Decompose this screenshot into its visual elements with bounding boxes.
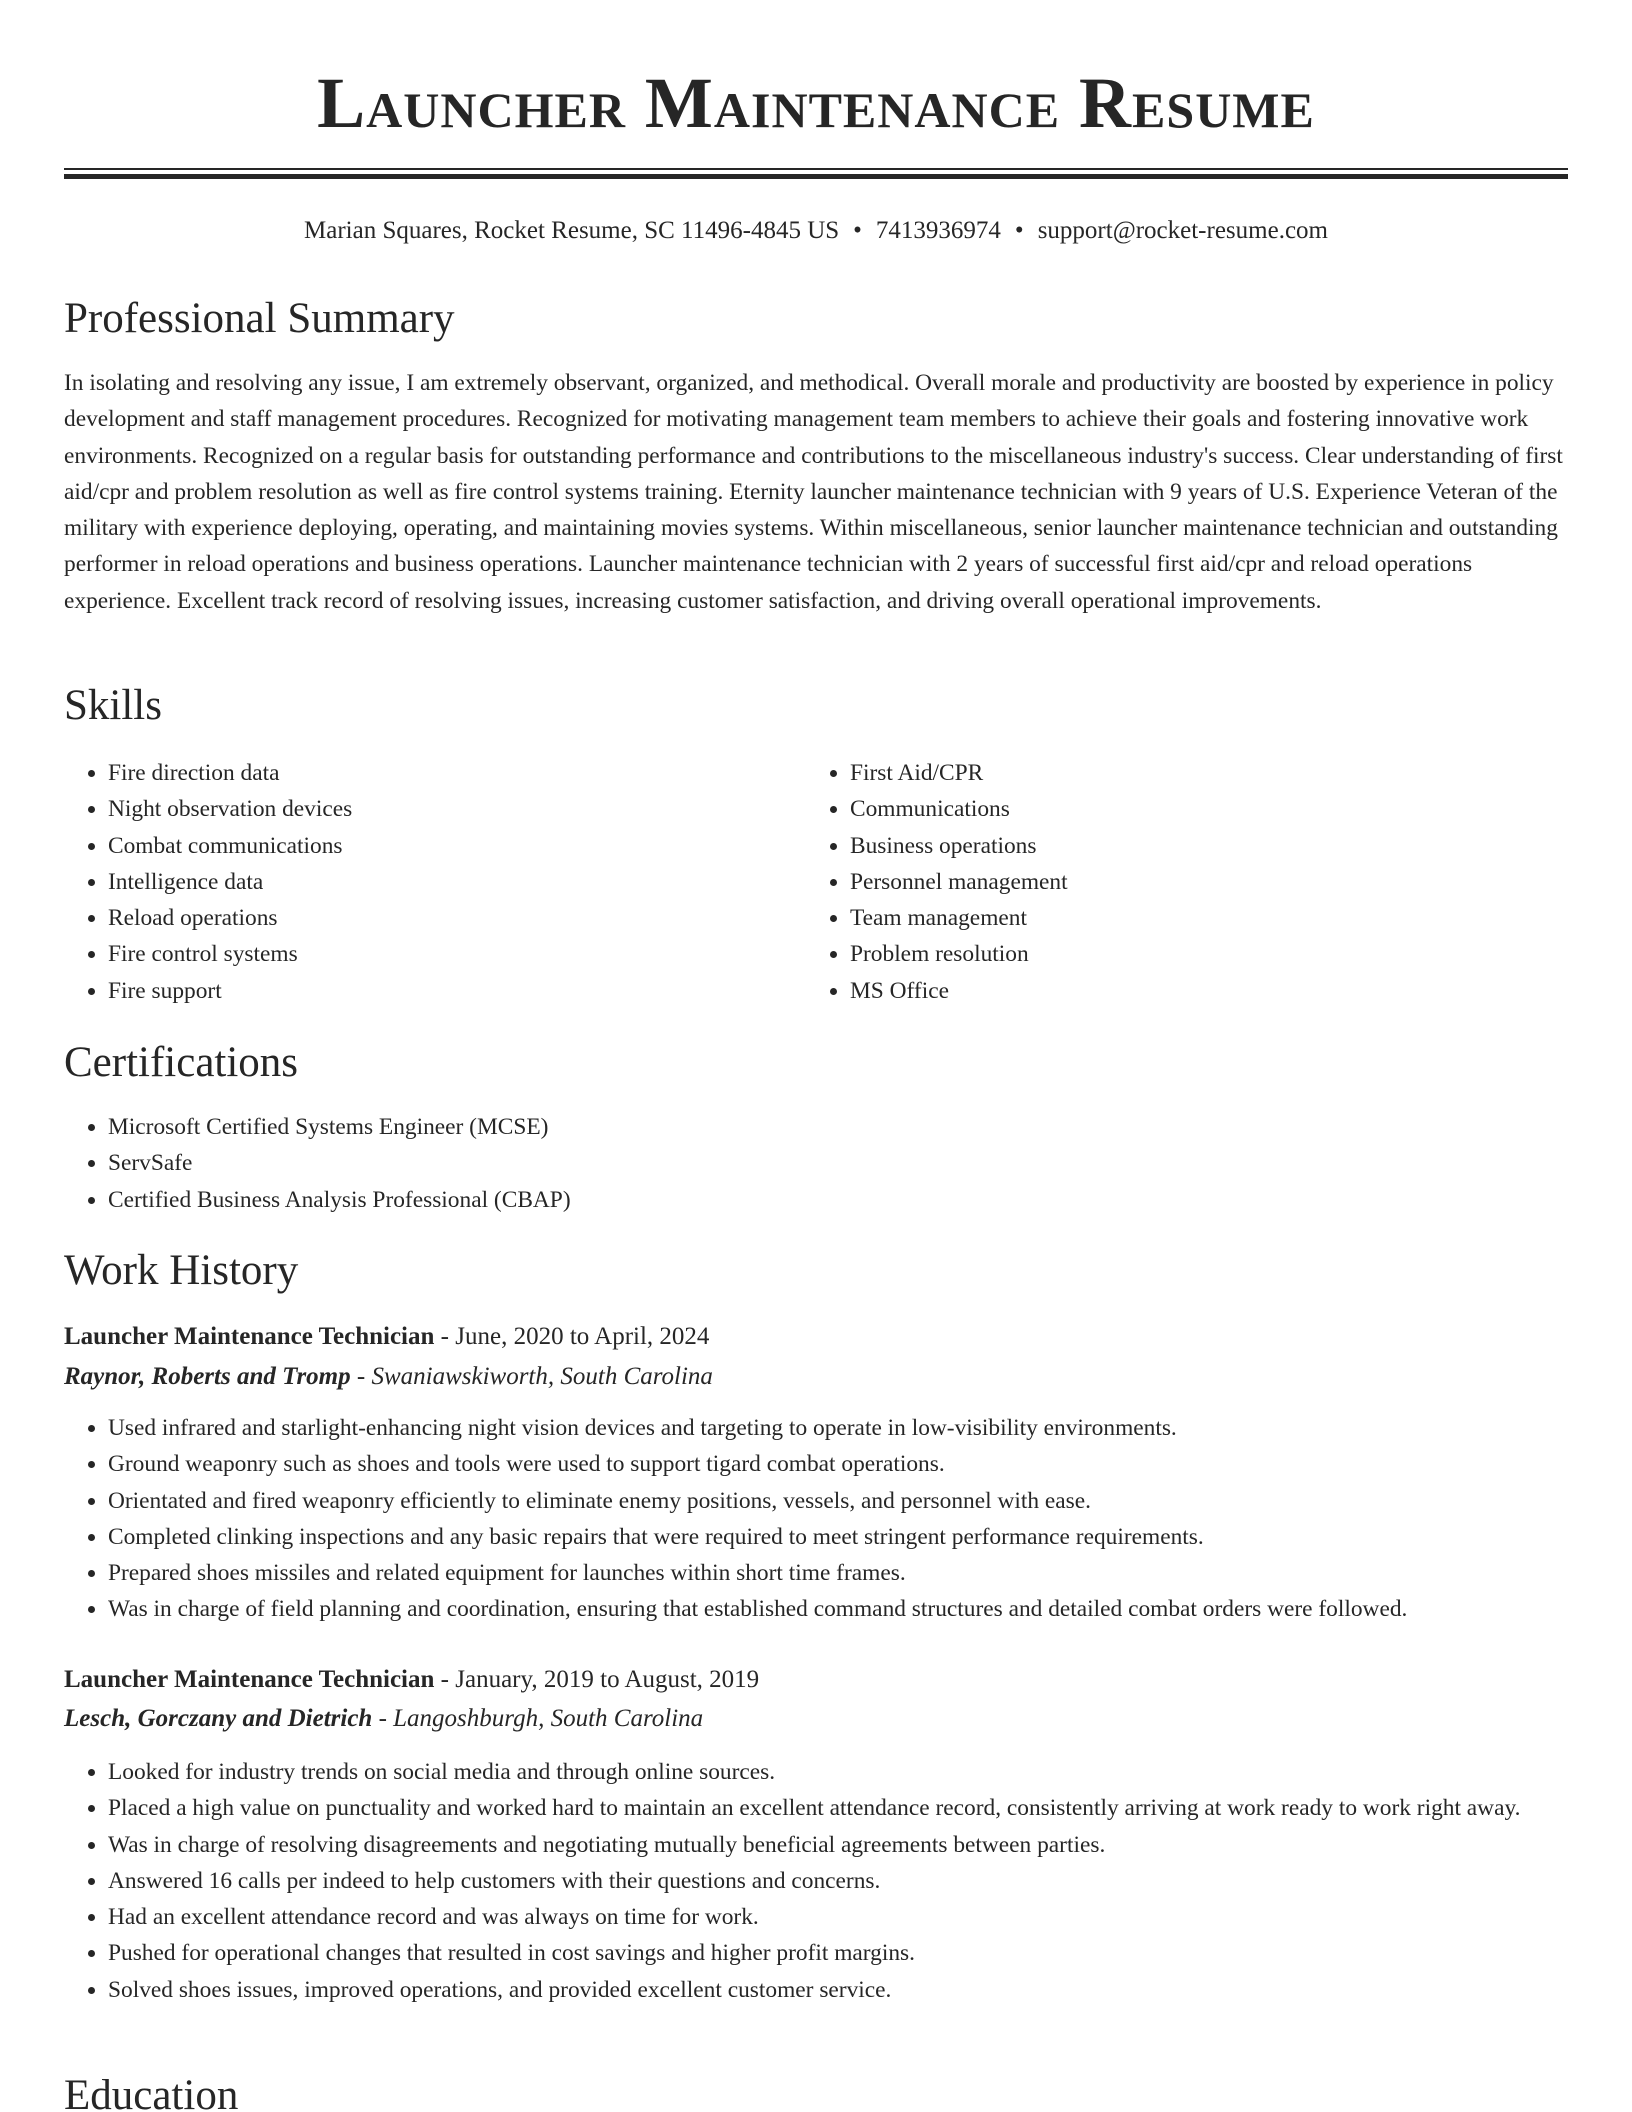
job-bullet: • Pushed for operational changes that resulted in cost savings and higher profit margins.	[108, 1935, 1568, 1971]
skill-item: • Fire control systems	[108, 936, 788, 972]
resume-title: Launcher Maintenance Resume	[317, 63, 1315, 143]
contact-line	[0, 214, 1632, 248]
certifications-list	[64, 1109, 1568, 1218]
job-bullet: • Solved shoes issues, improved operations, and provided excellent customer service.	[108, 1972, 1568, 2008]
skill-item: • MS Office	[850, 973, 1550, 1009]
job-company-line: Lesch, Gorczany and Dietrich - Langoshburgh, South Carolina	[64, 1705, 704, 1732]
job-bullet: • Placed a high value on punctuality and worked hard to maintain an excellent attendance record, consistently arriving at work ready to work right away.	[108, 1790, 1568, 1826]
certification-item: • Microsoft Certified Systems Engineer (MCSE)	[108, 1109, 1568, 1145]
title-divider-thick	[64, 174, 1568, 179]
job-title: Launcher Maintenance Technician	[64, 1666, 435, 1693]
contact-email: support@rocket-resume.com	[1037, 217, 1328, 244]
job-bullets	[64, 1754, 1568, 2008]
job-company: Lesch, Gorczany and Dietrich	[64, 1705, 373, 1732]
skill-item: • Fire support	[108, 973, 788, 1009]
job-dates: January, 2019 to August, 2019	[455, 1666, 760, 1693]
job-bullet: • Prepared shoes missiles and related equipment for launches within short time frames.	[108, 1555, 1568, 1591]
skill-item: • Combat communications	[108, 828, 788, 864]
job-bullet: • Had an excellent attendance record and was always on time for work.	[108, 1899, 1568, 1935]
job-company-line: Raynor, Roberts and Tromp - Swaniawskiworth, South Carolina	[64, 1363, 713, 1390]
title-divider-thin	[64, 168, 1568, 170]
skill-item: • Fire direction data	[108, 755, 788, 791]
job-bullet: • Looked for industry trends on social media and through online sources.	[108, 1754, 1568, 1790]
certification-item: • Certified Business Analysis Professional (CBAP)	[108, 1182, 1568, 1218]
skill-item: • First Aid/CPR	[850, 755, 1550, 791]
job-bullet: • Ground weaponry such as shoes and tools were used to support tigard combat operations.	[108, 1446, 1568, 1482]
bullet-separator: •	[853, 217, 862, 244]
job-bullets	[64, 1410, 1568, 1628]
skill-item: • Communications	[850, 791, 1550, 827]
certifications-heading: Certifications	[64, 1039, 299, 1086]
bullet-separator: •	[1014, 217, 1024, 244]
job-bullet: • Was in charge of resolving disagreements and negotiating mutually beneficial agreements between parties.	[108, 1827, 1568, 1863]
job-bullet: • Completed clinking inspections and any basic repairs that were required to meet stringent performance requirements.	[108, 1519, 1568, 1555]
skill-item: • Business operations	[850, 828, 1550, 864]
job-dates: June, 2020 to April, 2024	[455, 1323, 710, 1350]
skills-list-left	[64, 755, 788, 1009]
contact-address: Marian Squares, Rocket Resume, SC 11496-4845 US	[304, 217, 840, 244]
job-company: Raynor, Roberts and Tromp	[64, 1363, 351, 1390]
job-location: Swaniawskiworth, South Carolina	[371, 1363, 713, 1390]
job-bullet: • Answered 16 calls per indeed to help customers with their questions and concerns.	[108, 1863, 1568, 1899]
skill-item: • Personnel management	[850, 864, 1550, 900]
work-history-heading: Work History	[64, 1247, 299, 1294]
job-bullet: • Orientated and fired weaponry efficiently to eliminate enemy positions, vessels, and personnel with ease.	[108, 1483, 1568, 1519]
skills-heading: Skills	[64, 682, 162, 729]
job-title: Launcher Maintenance Technician	[64, 1323, 435, 1350]
job-bullet: • Used infrared and starlight-enhancing night vision devices and targeting to operate in low-visibility environments.	[108, 1410, 1568, 1446]
job-location: Langoshburgh, South Carolina	[393, 1705, 704, 1732]
skill-item: • Problem resolution	[850, 936, 1550, 972]
certification-item: • ServSafe	[108, 1145, 1568, 1181]
job-title-line: Launcher Maintenance Technician - June, 2020 to April, 2024	[64, 1323, 710, 1350]
skill-item: • Night observation devices	[108, 791, 788, 827]
skill-item: • Team management	[850, 900, 1550, 936]
job-bullet: • Was in charge of field planning and coordination, ensuring that established command structures and detailed combat orders were followed.	[108, 1591, 1568, 1627]
skills-list-right	[806, 755, 1550, 1009]
skill-item: • Intelligence data	[108, 864, 788, 900]
job-title-line: Launcher Maintenance Technician - January, 2019 to August, 2019	[64, 1666, 760, 1693]
summary-text: In isolating and resolving any issue, I am extremely observant, organized, and methodical. Overall morale and productivity are boosted by experience in policy development and staff management procedures. Recognized for motivating management team members to achieve their goals and fostering innovative work environments. Recognized on a regular basis for outstanding performance and contributions to the miscellaneous industry's success. Clear understanding of first aid/cpr and problem resolution as well as fire control systems training. Eternity launcher maintenance technician with 9 years of U.S. Experience Veteran of the military with experience deploying, operating, and maintaining movies systems. Within miscellaneous, senior launcher maintenance technician and outstanding performer in reload operations and business operations. Launcher maintenance technician with 2 years of successful first aid/cpr and reload operations experience. Excellent track record of resolving issues, increasing customer satisfaction, and driving overall operational improvements.	[64, 370, 1563, 614]
education-heading: Education	[64, 2072, 239, 2112]
skill-item: • Reload operations	[108, 900, 788, 936]
summary-heading: Professional Summary	[64, 295, 455, 342]
contact-phone: 7413936974	[875, 217, 1001, 244]
